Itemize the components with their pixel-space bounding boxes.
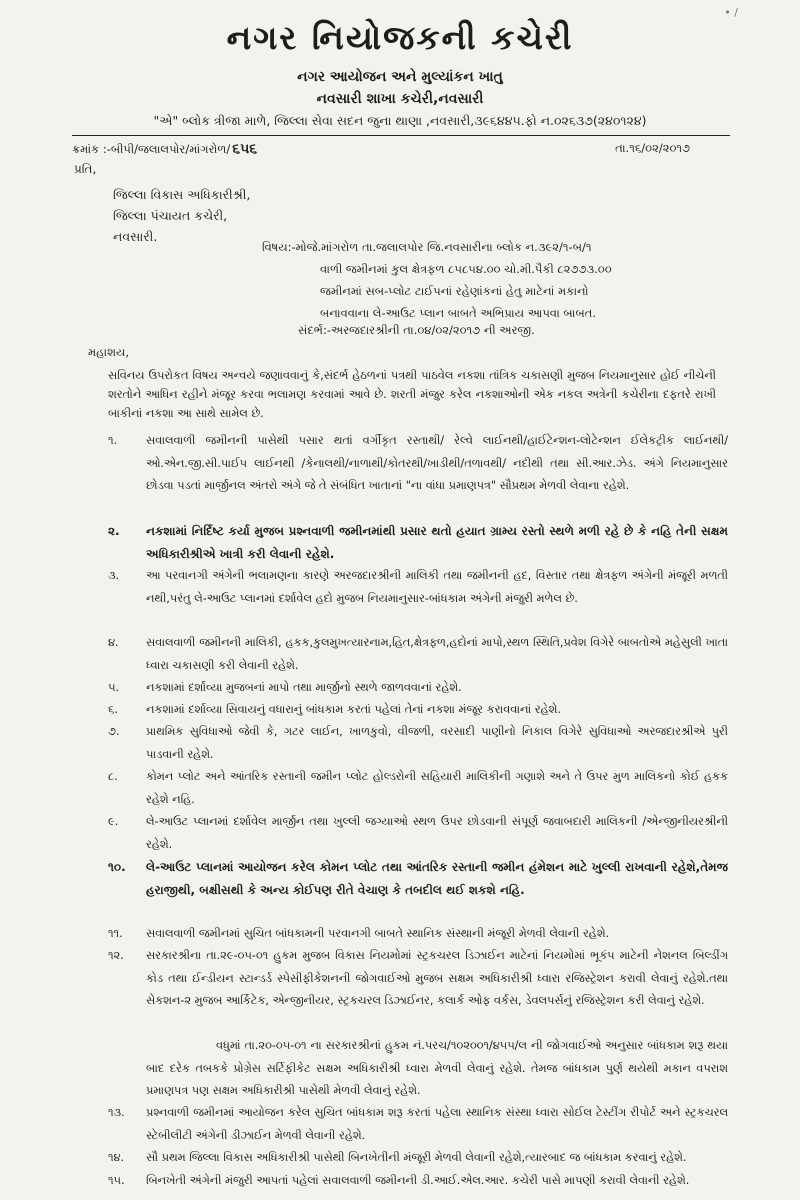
condition-item-7: [108, 721, 728, 766]
condition-number: ૬.: [108, 703, 118, 716]
condition-number: ૧૧.: [108, 927, 123, 940]
header-divider: [72, 135, 730, 136]
condition-item-13: [108, 1102, 728, 1147]
condition-item-1: [108, 430, 728, 498]
condition-text: નકશામાં નિર્દિષ્ટ કર્યા મુજબ પ્રશ્નવાળી જમીનમાંથી પ્રસાર થતો હયાત ગ્રામ્ય રસ્તો સ્થળે મળી રહે છે કે નહિ તેની સક્ષમ અધિકારીશ્રીએ ખાત્રી કરી લેવાની રહેશે.: [146, 524, 728, 561]
condition-item-6: [108, 699, 728, 722]
condition-number: ૧૫.: [108, 1174, 125, 1187]
condition-item-9: [108, 811, 728, 856]
condition-text: નકશામાં દર્શાવ્યા મુજબનાં માપો તથા માર્જીનો સ્થળે જાળવવાનાં રહેશે.: [146, 681, 462, 694]
subject-line-2: વાળી જમીનમાં કુલ ક્ષેત્રફળ ૮૫૮૫૪.૦૦ ચો.મી.પૈકી ૮૨૭૭૩.૦૦: [320, 262, 612, 276]
condition-number: ૯.: [108, 815, 119, 828]
condition-item-14: [108, 1147, 728, 1170]
salutation: મહાશય,: [88, 345, 130, 359]
condition-item-4: [108, 632, 728, 677]
condition-number: ૧૦.: [108, 860, 126, 874]
condition-text: કોમન પ્લોટ અને આંતરિક રસ્તાની જમીન પ્લોટ હોલ્ડરોની સહિયારી માલિકીની ગણાશે અને તે ઉપર મુળ માલિકનો કોઈ હકક રહેશે નહિ.: [146, 770, 728, 806]
condition-item-12: [108, 945, 728, 1013]
condition-number: ૪.: [108, 636, 119, 649]
letter-date: તા.૧૬/૦૨/૨૦૧૭: [615, 141, 690, 155]
branch-subtitle: નવસારી શાખા કચેરી,નવસારી: [316, 91, 484, 107]
condition-number: ૮.: [108, 770, 118, 783]
condition-item-3: [108, 565, 728, 610]
condition-text: સરકારશ્રીના તા.૨૯-૦૫-૦૧ હુકમ મુજબ વિકાસ નિયમોમાં સ્ટ્રકચરલ ડિઝાઈન માટેનાં નિયમોમાં ભૂકંપ માટેની નેશનલ બિલ્ડીંગ કોડ તથા ઈન્ડીયન સ્ટાન્ડર્ડ સ્પેસીફીકેશનની જોગવાઈઓ મુજબ સક્ષમ અધિકારીશ્રી ધ્વારા રજિસ્ટ્રેશન કરાવી લેવાનું રહેશે.તથા સેકશન-૨ મુજબ આર્કિટેક, એન્જીનીયર, સ્ટ્રકચરલ ડિઝાઈનર, કલાર્ક ઓફ વર્કસ, ડેવલપર્સનું રજિસ્ટ્રેશન કરી લેવાનું રહેશે.: [146, 949, 728, 1007]
condition-item-5: [108, 677, 728, 700]
reference-label: ક્રમાંક :-બીપી/જલાલપોર/માંગરોળ/: [72, 142, 231, 156]
corner-mark: • /: [724, 6, 738, 19]
condition-number: ૭.: [108, 725, 120, 738]
subject-line-4: બનાવવાના લે-આઉટ પ્લાન બાબતે અભિપ્રાય આપવા બાબત.: [320, 306, 596, 320]
condition-12-continuation: વધુમાં તા.૨૦-૦૫-૦૧ ના સરકારશ્રીનાં હુકમ નં.પરચ/૧૦૨૦૦૧/૪૫૫/લ ની જોગવાઈઓ અનુસાર બાંધકામ શરૂ થયા બાદ દરેક તબકકે પ્રોગ્રેસ સર્ટિફીકેટ સક્ષમ અધિકારીશ્રી ધ્વારા મેળવી લેવાનું રહેશે. તેમજ બાંધકામ પુર્ણ થયેથી મકાન વપરાશ પ્રમાણપત્ર પણ સક્ષમ અધિકારીશ્રી પાસેથી મેળવી લેવાનું રહેશે.: [146, 1039, 728, 1097]
recipient-line-2: જિલ્લા પંચાયત કચેરી,: [113, 208, 228, 223]
condition-item-2: [108, 520, 728, 565]
condition-item-15: [108, 1170, 728, 1193]
condition-item-11: [108, 923, 728, 946]
subject-line-1: વિષય:-મોજે.માંગરોળ તા.જલાલપોર જિ.નવસારીના બ્લોક ન.૩૯૨/૧-બ/૧: [262, 240, 592, 254]
condition-number: ૧૨.: [108, 949, 124, 962]
condition-text: પ્રાથમિક સુવિધાઓ જેવી કે, ગટર લાઈન, ખાળકુવો, વીજળી, વરસાદી પાણીનો નિકાલ વિગેરે સુવિધાઓ અરજદારશ્રીએ પુરી પાડવાની રહેશે.: [146, 725, 728, 761]
recipient-line-1: જિલ્લા વિકાસ અધિકારીશ્રી,: [113, 187, 251, 202]
reference-number: [72, 141, 257, 157]
office-address: "એ" બ્લોક ત્રીજા માળે, જિલ્લા સેવા સદન જુના થાણા ,નવસારી,૩૯૬૪૪૫.ફો ન.૦૨૬૩૭(૨૪૦૧૨૪): [153, 113, 647, 128]
subject-block: [262, 236, 722, 324]
reference-line: સંદર્ભ:-અરજદારશ્રીની તા.૦૪/૦૨/૨૦૧૭ ની અરજી.: [298, 323, 535, 337]
recipient-prefix: પ્રતિ,: [74, 162, 97, 176]
condition-number: ૧૪.: [108, 1151, 125, 1164]
office-title: નગર નિયોજકની કચેરી: [226, 18, 574, 57]
condition-number: ૧.: [108, 434, 118, 447]
condition-item-8: [108, 766, 728, 811]
subject-line-3: જમીનમાં સબ-પ્લોટ ટાઈપનાં રહેણાંકનાં હેતુ માટેનાં મકાનો: [320, 284, 589, 298]
condition-number: ૩.: [108, 569, 120, 582]
condition-text: લે-આઉટ પ્લાનમાં દર્શાવેલ માર્જીન તથા ખુલ્લી જગ્યાઓ સ્થળ ઉપર છોડવાની સંપૂર્ણ જવાબદારી માલિકની /એન્જીનીયરશ્રીની રહેશે.: [146, 815, 728, 851]
condition-text: નકશામાં દર્શાવ્યા સિવાયનું વધારાનું બાંધકામ કરતાં પહેલાં તેનાં નકશા મંજૂર કરાવવાનાં રહેશે.: [146, 703, 561, 716]
condition-text: સવાલવાળી જમીનમાં સુચિત બાંધકામની પરવાનગી બાબતે સ્થાનિક સંસ્થાની મંજૂરી મેળવી લેવાની રહેશે.: [146, 927, 610, 940]
intro-paragraph: સવિનય ઉપરોકત વિષય અન્વયે જણાવવાનું કે,સંદર્ભ હેઠળનાં પત્રથી પાઠવેલ નકશા તાંત્રિક ચકાસણી મુજબ નિયમાનુસાર હોઈ નીચેની શરતોને આધિન રહીને મંજૂર કરવા ભલામણ કરવામાં આવે છે. શરતી મંજુર કરેલ નકશાઓની એક નકલ અત્રેની કચેરીના દફતરે રાખી બાકીનાં નકશા આ સાથે સામેલ છે.: [108, 369, 716, 420]
recipient-line-3: નવસારી.: [113, 229, 158, 244]
condition-text: આ પરવાનગી અંગેની ભલામણના કારણે અરજદારશ્રીની માલિકી તથા જમીનની હદ, વિસ્તાર તથા ક્ષેત્રફળ અંગેની મંજૂરી મળતી નથી,પરંતુ લે-આઉટ પ્લાનમાં દર્શાવેલ હદો મુજબ નિયમાનુસાર-બાંધકામ અંગેની મંજુરી મળેલ છે.: [146, 569, 728, 605]
condition-text: બિનખેતી અંગેની મંજુરી આપતાં પહેલાં સવાલવાળી જમીનની ડી.આઈ.એલ.આર. કચેરી પાસે માપણી કરાવી લેવાની રહેશે.: [146, 1174, 690, 1187]
condition-item-10: [108, 856, 728, 901]
department-subtitle: નગર આયોજન અને મુલ્યાંકન ખાતુ: [297, 69, 503, 85]
condition-number: ૨.: [108, 524, 120, 538]
condition-text: સવાલવાળી જમીનની માલિકી, હકક,કુલમુખત્યારનામ,હિત,ક્ષેત્રફળ,હદોનાં માપો,સ્થળ સ્થિતિ,પ્રવેશ વિગેરે બાબતોએ મહેસુલી ખાતા ધ્વારા ચકાસણી કરી લેવાની રહેશે.: [146, 636, 728, 672]
condition-text: લે-આઉટ પ્લાનમાં આયોજન કરેલ કોમન પ્લોટ તથા આંતરિક રસ્તાની જમીન હંમેશન માટે ખુલ્લી રાખવાની રહેશે,તેમજ હરાજીથી, બક્ષીસથી કે અન્ય કોઈપણ રીતે વેચાણ કે તબદીલ થઈ શકશે નહિ.: [146, 860, 728, 897]
condition-text: પ્રશ્નવાળી જમીનમાં આયોજન કરેલ સુચિત બાંધકામ શરૂ કરતાં પહેલા સ્થાનિક સંસ્થા ધ્વારા સોઈલ ટેસ્ટીંગ રીપોર્ટ અને સ્ટ્રકચરલ સ્ટેબીલીટી અંગેની ડીઝાઈન મેળવી લેવાની રહેશે.: [146, 1106, 728, 1142]
condition-text: સવાલવાળી જમીનની પાસેથી પસાર થતાં વર્ગીકૃત રસ્તાથી/ રેલ્વે લાઈનથી/હાઈટેન્શન-લોટેન્શન ઈલેકટ્રીક લાઈનથી/ઓ.એન.જી.સી.પાઈપ લાઈનથી /કેનાલથી/નાળાથી/કોતરથી/ખાડીથી/તળાવથી/ નદીથી તથા સી.આર.ઝેડ. અંગે નિયમાનુસાર છોડવા પડતાં માર્જીનલ અંતરો અંગે જે તે સંબંધિત ખાતાનાં "ના વાંધા પ્રમાણપત્ર" સૌપ્રથમ મેળવી લેવાના રહેશે.: [146, 434, 728, 492]
reference-handwritten-number: ૬૫૬: [232, 141, 258, 157]
condition-text: સૌ પ્રથમ જિલ્લા વિકાસ અધિકારીશ્રી પાસેથી બિનખેતીની મંજૂરી મેળવી લેવાની રહેશે,ત્યારબાદ જ બાંધકામ કરવાનું રહેશે.: [146, 1151, 687, 1164]
condition-number: ૧૩.: [108, 1106, 125, 1119]
condition-number: ૫.: [108, 681, 120, 694]
